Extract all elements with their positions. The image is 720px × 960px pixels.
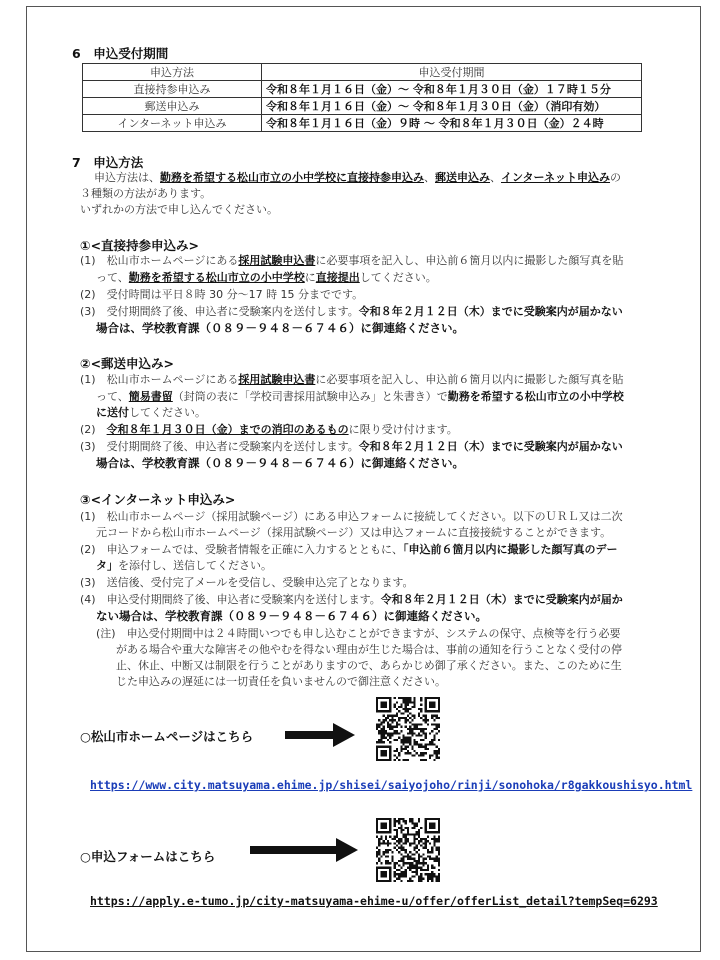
internet-item2-line1 <box>80 542 618 558</box>
item-emphasis: 採用試験申込書 <box>238 373 316 386</box>
item-text: を添付し、送信してください。 <box>118 559 272 572</box>
internet-heading: ③<インターネット申込み> <box>80 492 236 507</box>
intro-emphasis: 勤務を希望する松山市立の小中学校に直接持参申込み <box>160 171 424 184</box>
item-emphasis: 簡易書留 <box>128 390 173 403</box>
arrow-right-icon <box>285 723 355 747</box>
item-emphasis: 直接提出 <box>315 271 360 284</box>
item-text: (2) <box>80 423 107 436</box>
mail-item3-line1 <box>80 439 623 455</box>
section7-intro-line1 <box>94 170 621 186</box>
item-emphasis: 令和８年１月３０日（金）までの消印のあるもの <box>106 423 349 436</box>
item-emphasis: 令和８年２月１２日（木）までに受験案内が届か <box>380 593 623 606</box>
internet-item4-line1 <box>80 592 623 608</box>
mail-item1-line2 <box>96 389 624 405</box>
intro-text: 、 <box>424 171 435 184</box>
direct-item1-line1 <box>80 253 623 269</box>
arrow-right-icon <box>250 838 358 862</box>
internet-note-line3: 止、休止、中断又は制限を行うことがありますので、あらかじめ御了承ください。また、このために生 <box>116 659 622 672</box>
direct-item3-line2: 場合は、学校教育課（０８９－９４８－６７４６）に御連絡ください。 <box>96 321 464 335</box>
item-emphasis: に送付 <box>96 406 129 419</box>
homepage-url-link[interactable]: https://www.city.matsuyama.ehime.jp/shisei/saiyojoho/rinji/sonohoka/r8gakkoushisyo.html <box>90 778 693 792</box>
direct-item3-line1 <box>80 304 623 320</box>
item-text: してください。 <box>129 406 206 419</box>
schedule-table <box>82 63 642 132</box>
item-text: (4) 申込受付期間終了後、申込者に受験案内を送付します。 <box>80 593 381 606</box>
table-cell-method: 郵送申込み <box>83 98 262 115</box>
section7-intro-line2: ３種類の方法があります。 <box>80 187 212 200</box>
item-text: してください。 <box>359 271 437 284</box>
intro-emphasis: 郵送申込み <box>435 171 490 184</box>
intro-text: 、 <box>490 171 501 184</box>
table-header-period: 申込受付期間 <box>262 64 642 81</box>
internet-item4-line2: ない場合は、学校教育課（０８９－９４８－６７４６）に御連絡ください。 <box>96 609 487 623</box>
section7-heading: 7 申込方法 <box>72 155 144 170</box>
section6-heading: 6 申込受付期間 <box>72 46 169 61</box>
table-row <box>83 81 642 98</box>
table-cell-method: インターネット申込み <box>83 115 262 132</box>
item-text: (3) 受付期間終了後、申込者に受験案内を送付します。 <box>80 440 359 453</box>
table-cell-period: 令和８年１月１６日（金）９時 ～ 令和８年１月３０日（金）２４時 <box>262 115 642 132</box>
item-text: って、 <box>96 390 129 403</box>
item-text: に限り受け付けます。 <box>348 423 458 436</box>
table-row <box>83 98 642 115</box>
internet-item1-line1: (1) 松山市ホームページ（採用試験ページ）にある申込フォームに接続してください。以下のＵＲＬ又は二次 <box>80 510 623 523</box>
homepage-label: ○松山市ホームページはこちら <box>80 729 254 744</box>
mail-item1-line3 <box>96 405 206 421</box>
item-text: (1) 松山市ホームページにある <box>80 373 239 386</box>
table-row <box>83 115 642 132</box>
item-text: （封筒の表に「学校司書採用試験申込み」と朱書き）で <box>172 390 448 403</box>
item-text: (2) 申込フォームでは、受験者情報を正確に入力するとともに、 <box>80 543 404 556</box>
intro-text: 申込方法は、 <box>94 171 160 184</box>
item-text: に必要事項を記入し、申込前６箇月以内に撮影した顔写真を貼 <box>315 254 624 267</box>
mail-heading: ②<郵送申込み> <box>80 356 175 371</box>
homepage-qr-code[interactable] <box>376 697 440 761</box>
section7-intro-line3: いずれかの方法で申し込んでください。 <box>80 203 278 216</box>
item-emphasis: 勤務を希望する松山市立の小中学校 <box>128 271 305 284</box>
form-qr-code[interactable] <box>376 818 440 882</box>
item-text: (3) 受付期間終了後、申込者に受験案内を送付します。 <box>80 305 359 318</box>
direct-heading: ①<直接持参申込み> <box>80 238 200 253</box>
mail-item1-line1 <box>80 372 623 388</box>
direct-item2: (2) 受付時間は平日８時 30 分～17 時 15 分までです。 <box>80 288 364 301</box>
intro-emphasis: インターネット申込み <box>501 171 611 184</box>
item-emphasis: 勤務を希望する松山市立の小中学校 <box>447 390 624 403</box>
table-cell-period: 令和８年１月１６日（金）～ 令和８年１月３０日（金）１７時１５分 <box>262 81 642 98</box>
intro-text: の <box>610 171 622 184</box>
document-page <box>26 6 701 952</box>
internet-item3: (3) 送信後、受付完了メールを受信し、受験申込完了となります。 <box>80 576 414 589</box>
direct-item1-line2 <box>96 270 437 286</box>
form-url-link[interactable]: https://apply.e-tumo.jp/city-matsuyama-ehime-u/offer/offerList_detail?tempSeq=6293 <box>90 894 658 908</box>
item-text: に必要事項を記入し、申込前６箇月以内に撮影した顔写真を貼 <box>315 373 624 386</box>
item-text: に <box>304 271 316 284</box>
form-label: ○申込フォームはこちら <box>80 849 216 864</box>
item-text: (1) 松山市ホームページにある <box>80 254 239 267</box>
item-emphasis: 令和８年２月１２日（木）までに受験案内が届かない <box>358 305 623 318</box>
item-text: って、 <box>96 271 129 284</box>
item-emphasis: 採用試験申込書 <box>238 254 316 267</box>
internet-item2-line2 <box>96 558 272 574</box>
internet-note-line4: じた申込みの遅延には一切責任を負いませんので御注意ください。 <box>116 675 446 688</box>
table-cell-method: 直接持参申込み <box>83 81 262 98</box>
mail-item3-line2: 場合は、学校教育課（０８９－９４８－６７４６）に御連絡ください。 <box>96 456 464 470</box>
internet-note-line2: がある場合や重大な障害その他やむを得ない理由が生じた場合は、事前の通知を行うことなく受付の停 <box>116 643 622 656</box>
item-emphasis: 「申込前６箇月以内に撮影した顔写真のデー <box>403 543 618 556</box>
internet-note-line1: (注) 申込受付期間中は２４時間いつでも申し込むことができますが、システムの保守、点検等を行う必要 <box>96 627 621 640</box>
internet-item1-line2: 元コードから松山市ホームページ（採用試験ページ）又は申込フォームに直接接続することができます。 <box>96 526 612 539</box>
item-emphasis: タ」 <box>96 559 118 572</box>
table-cell-period: 令和８年１月１６日（金）～ 令和８年１月３０日（金）（消印有効） <box>262 98 642 115</box>
table-header-method: 申込方法 <box>83 64 262 81</box>
item-emphasis: 令和８年２月１２日（木）までに受験案内が届かない <box>358 440 623 453</box>
mail-item2 <box>80 422 458 438</box>
